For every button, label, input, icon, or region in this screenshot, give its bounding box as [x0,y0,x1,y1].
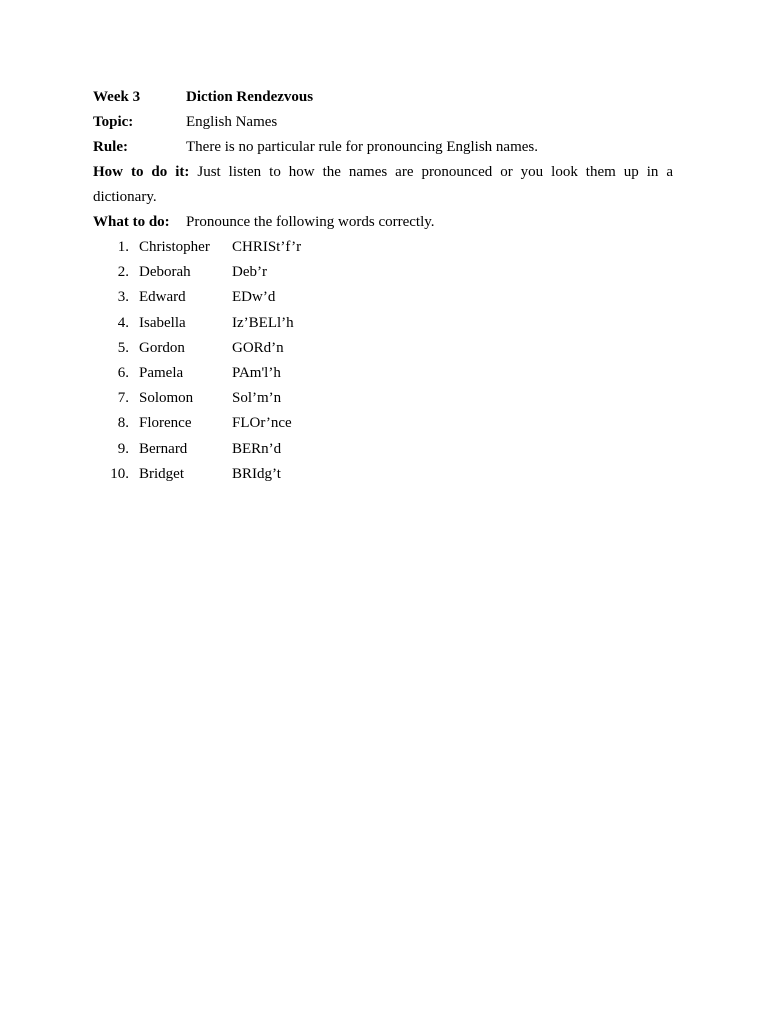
item-pronunciation: Sol’m’n [232,390,282,407]
item-name: Isabella [139,314,186,331]
item-number: 6. [117,364,129,381]
item-name: Pamela [139,364,184,381]
item-name: Florence [139,415,192,432]
what-to-do-value: Pronounce the following words correctly. [186,214,435,230]
how-to-continuation-row [93,185,673,210]
item-number: 5. [117,339,129,356]
item-pronunciation: CHRISt’f’r [232,239,302,255]
item-number: 4. [117,314,129,331]
item-name: Bernard [139,440,188,457]
week-label: Week 3 [93,89,141,105]
topic-row [93,110,673,135]
how-to-value-line2: dictionary. [93,189,157,205]
item-number: 3. [117,289,129,306]
list-item [93,411,673,436]
how-to-row [93,160,673,185]
item-name: Christopher [139,239,210,255]
item-pronunciation: FLOr’nce [232,415,292,432]
topic-label: Topic: [93,114,134,130]
item-name: Deborah [139,264,191,281]
how-to-label: How to do it: [93,164,190,180]
list-item [93,285,673,310]
item-pronunciation: BRIdg’t [232,465,281,482]
document-title: Diction Rendezvous [186,89,314,105]
list-item [93,361,673,386]
item-name: Gordon [139,339,185,356]
list-item [93,235,673,260]
item-number: 10. [110,465,129,482]
list-item [93,386,673,411]
item-name: Edward [139,289,186,306]
item-name: Solomon [139,390,194,407]
item-pronunciation: Deb’r [232,264,267,281]
item-pronunciation: GORd’n [232,339,284,356]
what-to-do-row [93,210,673,235]
item-pronunciation: EDw’d [232,289,276,306]
word-list [93,235,673,487]
item-name: Bridget [139,465,184,482]
item-number: 7. [117,390,129,407]
item-number: 9. [117,440,129,457]
item-number: 1. [117,239,129,255]
document-page [93,85,673,487]
item-pronunciation: BERn’d [232,440,282,457]
rule-value: There is no particular rule for pronouncing English names. [186,139,538,155]
list-item [93,437,673,462]
rule-label: Rule: [93,139,128,155]
item-number: 8. [117,415,129,432]
item-number: 2. [117,264,129,281]
what-to-do-label: What to do: [93,214,170,230]
item-pronunciation: PAm'l’h [232,364,281,381]
list-item [93,260,673,285]
item-pronunciation: Iz’BELl’h [232,314,294,331]
list-item [93,311,673,336]
rule-row [93,135,673,160]
header-row [93,85,673,110]
list-item [93,462,673,487]
how-to-value-line1: Just listen to how the names are pronounced or you look them up in a [197,164,674,180]
list-item [93,336,673,361]
topic-value: English Names [186,114,278,130]
